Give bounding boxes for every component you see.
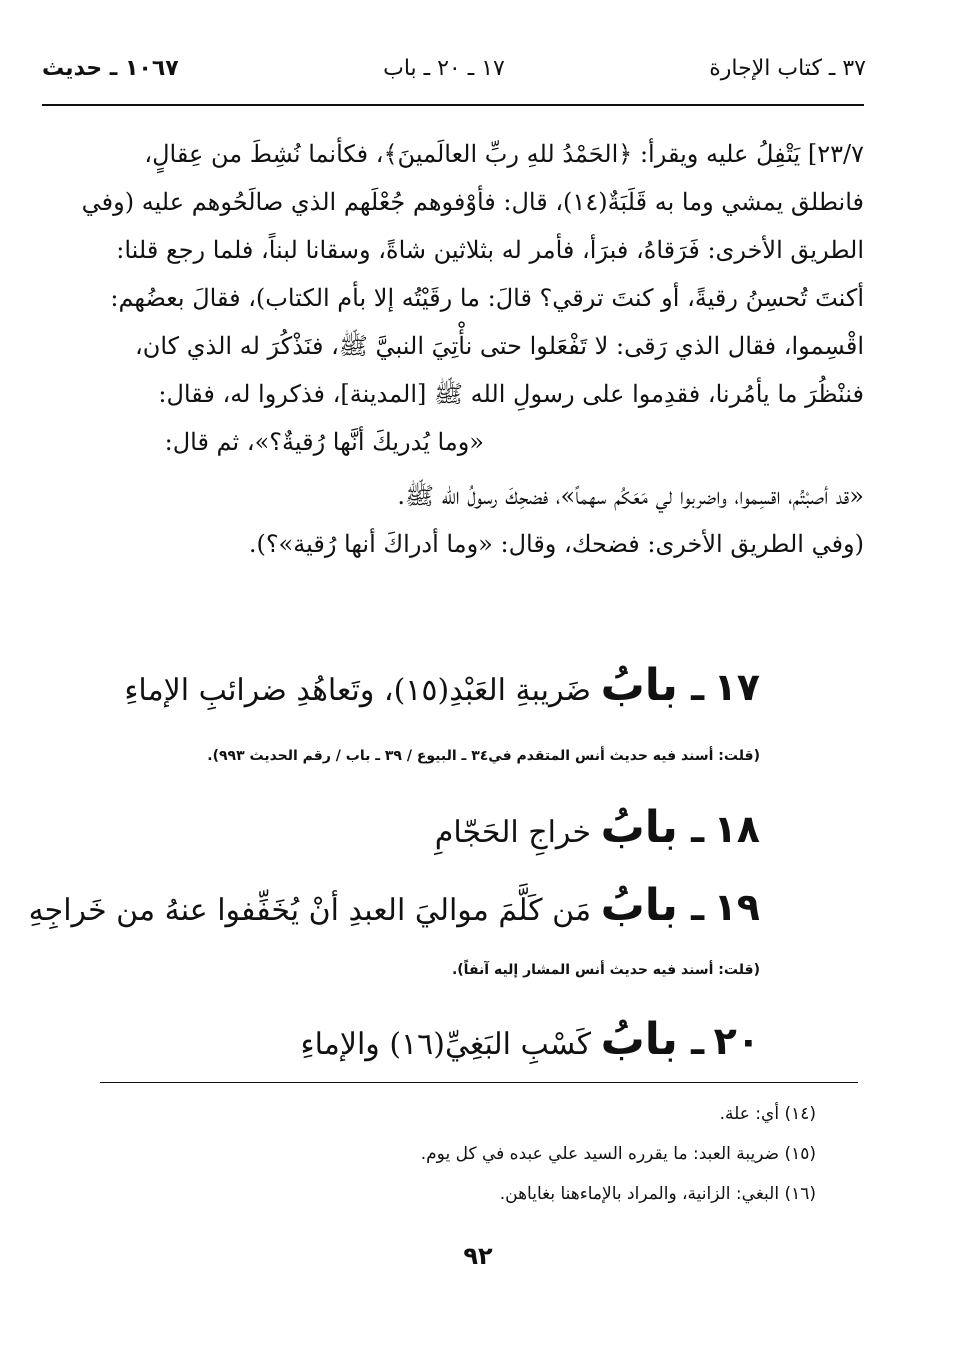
text-line: الطريق الأخرى: فَرَقاهُ، فبرَأ، فأمر له بثلاثين شاةً، وسقانا لبناً، فلما رجع قلنا: bbox=[116, 236, 864, 264]
text-line: فانطلق يمشي وما به قَلَبَةٌ(١٤)، قال: فأوْفوهم جُعْلَهم الذي صالَحُوهم عليه (وفي bbox=[81, 188, 864, 216]
footnote: (١٥) ضريبة العبد: ما يقرره السيد علي عبده في كل يوم. bbox=[420, 1144, 816, 1164]
footnotes bbox=[100, 1094, 816, 1214]
chapter-heading-19: ١٩ ـ بابُ مَن كَلَّمَ مواليَ العبدِ أنْ يُخَفِّفوا عنهُ من خَراجِهِ bbox=[28, 880, 760, 931]
main-text bbox=[48, 130, 864, 568]
text-line: فننْظُرَ ما يأمُرنا، فقدِموا على رسولِ الله ﷺ [المدينة]، فذكروا له، فقال: bbox=[158, 380, 864, 408]
chapter-title: ضَريبةِ العَبْدِ(١٥)، وتَعاهُدِ ضرائبِ الإماءِ bbox=[124, 673, 592, 708]
chapter-number: ١٩ bbox=[713, 885, 760, 929]
page-number: ٩٢ bbox=[463, 1242, 493, 1270]
running-header bbox=[42, 46, 866, 90]
chapter-heading-17: ١٧ ـ بابُ ضَريبةِ العَبْدِ(١٥)، وتَعاهُدِ ضرائبِ الإماءِ bbox=[124, 660, 760, 711]
chapter-title: مَن كَلَّمَ مواليَ العبدِ أنْ يُخَفِّفوا عنهُ من خَراجِهِ bbox=[28, 893, 592, 928]
footnote-divider bbox=[100, 1082, 858, 1083]
chapter-title: خراجِ الحَجّامِ bbox=[434, 815, 592, 850]
text-line: ٢٣/٧] يَتْفِلُ عليه ويقرأ: ﴿الحَمْدُ للهِ ربِّ العالَمينَ﴾، فكأنما نُشِطَ من عِقالٍ، bbox=[144, 140, 864, 168]
closing-text: (وفي الطريق الأخرى: فضحك، وقال: «وما أدراكَ أنها رُقية»؟). bbox=[248, 530, 864, 558]
header-hadith-number: ١٠٦٧ ـ حديث bbox=[42, 55, 179, 81]
chapter-word: بابُ bbox=[600, 1014, 678, 1065]
chapter-heading-20: ٢٠ ـ بابُ كَسْبِ البَغِيِّ(١٦) والإماءِ bbox=[300, 1014, 760, 1065]
prophet-quote-1: «وما يُدريكَ أنَّها رُقيةٌ؟»، ثم قال: bbox=[164, 428, 484, 456]
footnote: (١٤) أي: علة. bbox=[719, 1104, 816, 1124]
header-divider bbox=[42, 104, 864, 106]
chapter-note-19: (قلت: أسند فيه حديث أنس المشار إليه آنفاً). bbox=[451, 962, 760, 978]
chapter-word: بابُ bbox=[600, 660, 678, 711]
header-book-title: ٣٧ ـ كتاب الإجارة bbox=[709, 55, 866, 81]
header-chapter-range: ١٧ ـ ٢٠ ـ باب bbox=[383, 55, 505, 81]
prophet-quote-2: «قد أصبْتُم، اقسِموا، واضربوا لي مَعَكُم سهماً»، فضحِكَ رسولُ الله ﷺ. bbox=[397, 482, 864, 510]
footnote: (١٦) البغي: الزانية، والمراد بالإماءهنا بغاياهن. bbox=[499, 1184, 816, 1204]
chapter-number: ١٧ bbox=[713, 665, 760, 709]
chapter-number: ٢٠ bbox=[713, 1019, 760, 1063]
chapter-word: بابُ bbox=[600, 880, 678, 931]
chapter-word: بابُ bbox=[600, 802, 678, 853]
chapter-title: كَسْبِ البَغِيِّ(١٦) والإماءِ bbox=[300, 1027, 592, 1062]
chapter-heading-18: ١٨ ـ بابُ خراجِ الحَجّامِ bbox=[434, 802, 760, 853]
text-line: أكنتَ تُحسِنُ رقيةً، أو كنتَ ترقي؟ قالَ: ما رقَيْتُه إلا بأم الكتاب)، فقالَ بعضُهم: bbox=[110, 284, 864, 312]
chapter-note-17: (قلت: أسند فيه حديث أنس المتقدم في٣٤ ـ البيوع / ٣٩ ـ باب / رقم الحديث ٩٩٣). bbox=[207, 748, 760, 764]
text-line: اقْسِموا، فقال الذي رَقى: لا تَفْعَلوا حتى نأْتِيَ النبيَّ ﷺ، فنَذْكُرَ له الذي كان، bbox=[135, 332, 864, 360]
chapter-number: ١٨ bbox=[713, 807, 760, 851]
